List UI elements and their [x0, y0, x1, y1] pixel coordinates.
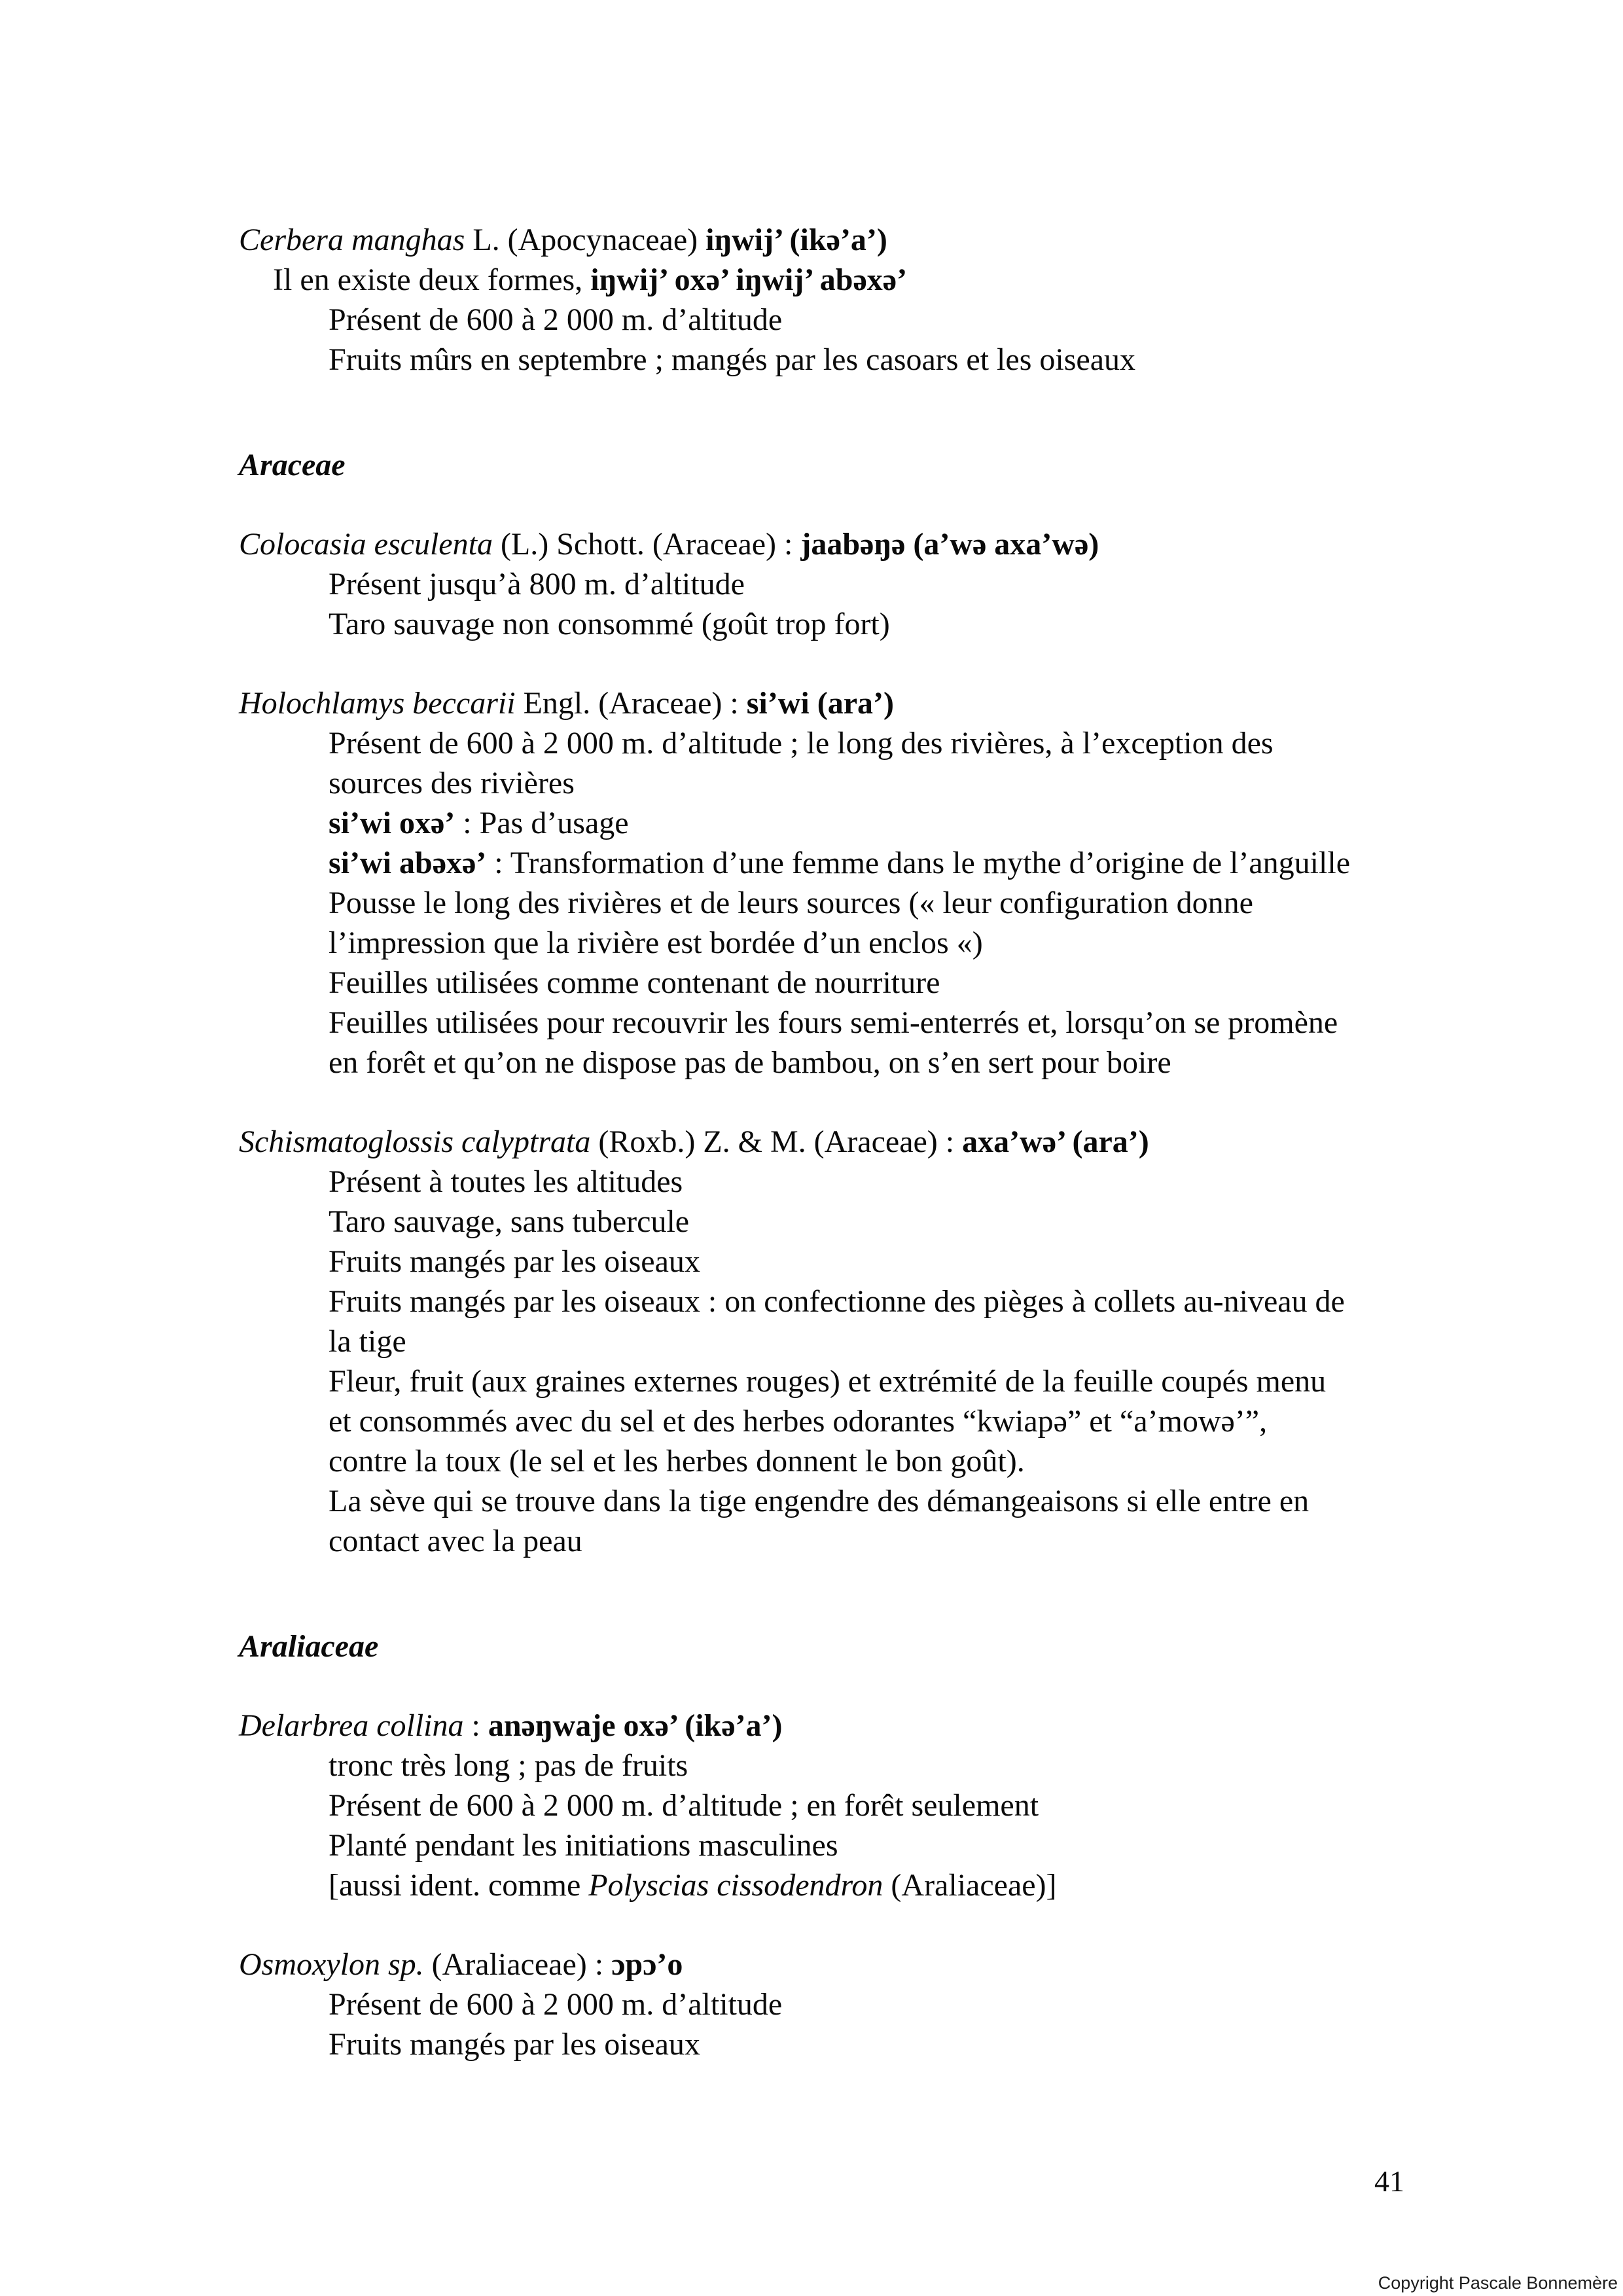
text-line	[239, 564, 1518, 604]
text-segment: Engl. (Araceae) :	[515, 686, 747, 721]
text-line	[239, 1521, 1518, 1561]
text-segment: (L.) Schott. (Araceae) :	[492, 527, 801, 562]
text-line	[239, 1785, 1518, 1825]
text-line	[239, 340, 1518, 380]
text-segment: :	[463, 1708, 488, 1743]
text-line	[239, 1945, 1518, 1984]
text-segment: (Araliaceae) :	[423, 1947, 612, 1982]
vernacular-term: si’wi abəxə’	[329, 846, 487, 880]
text-segment: Présent de 600 à 2 000 m. d’altitude	[329, 302, 783, 337]
text-line	[239, 1162, 1518, 1202]
vernacular-term: jaabəŋə (a’wə axa’wə)	[800, 527, 1099, 562]
vernacular-term: si’wi (ara’)	[746, 686, 894, 721]
text-line	[239, 763, 1518, 803]
text-line	[239, 1202, 1518, 1242]
text-segment: Présent de 600 à 2 000 m. d’altitude ; le long des rivières, à l’exception des	[329, 726, 1274, 761]
text-segment: Fruits mangés par les oiseaux	[329, 1244, 700, 1279]
text-line	[239, 1706, 1518, 1746]
text-line	[239, 2024, 1518, 2064]
text-segment: [aussi ident. comme	[329, 1868, 589, 1903]
text-segment: contact avec la peau	[329, 1524, 582, 1558]
copyright-notice: Copyright Pascale Bonnemère	[1378, 2273, 1618, 2293]
text-line	[239, 883, 1518, 923]
text-segment: (Araliaceae)]	[883, 1868, 1057, 1903]
text-line	[239, 923, 1518, 963]
text-segment: Fruits mûrs en septembre ; mangés par les casoars et les oiseaux	[329, 342, 1135, 377]
vernacular-term: si’wi oxə’	[329, 806, 455, 840]
species-entry	[239, 1122, 1518, 1561]
species-name: Osmoxylon sp.	[239, 1947, 424, 1982]
text-line	[239, 260, 1518, 300]
text-segment: Pousse le long des rivières et de leurs sources (« leur configuration donne	[329, 886, 1253, 920]
species-entry	[239, 1945, 1518, 2064]
text-segment: contre la toux (le sel et les herbes donnent le bon goût).	[329, 1444, 1025, 1479]
text-segment: Présent de 600 à 2 000 m. d’altitude ; en forêt seulement	[329, 1788, 1039, 1823]
text-segment: (Roxb.) Z. & M. (Araceae) :	[590, 1124, 963, 1159]
text-line	[239, 1401, 1518, 1441]
text-line	[239, 1242, 1518, 1282]
species-name: Delarbrea collina	[239, 1708, 464, 1743]
species-name: Cerbera manghas	[239, 223, 465, 257]
text-line	[239, 1825, 1518, 1865]
text-segment: Feuilles utilisées comme contenant de nourriture	[329, 965, 940, 1000]
species-entry	[239, 1706, 1518, 1905]
text-line	[239, 1282, 1518, 1321]
text-segment: tronc très long ; pas de fruits	[329, 1748, 688, 1783]
text-line	[239, 1043, 1518, 1083]
text-line	[239, 300, 1518, 340]
text-segment: Planté pendant les initiations masculines	[329, 1828, 838, 1863]
text-line	[239, 1865, 1518, 1905]
species-entry	[239, 683, 1518, 1083]
text-segment: Présent de 600 à 2 000 m. d’altitude	[329, 1987, 783, 2022]
text-segment: Taro sauvage non consommé (goût trop fort)	[329, 607, 890, 641]
text-segment: La sève qui se trouve dans la tige engendre des démangeaisons si elle entre en	[329, 1484, 1310, 1518]
vernacular-term: anəŋwaje oxə’ (ikə’a’)	[488, 1708, 783, 1743]
text-line	[239, 963, 1518, 1003]
text-segment: Feuilles utilisées pour recouvrir les fours semi-enterrés et, lorsqu’on se promène	[329, 1005, 1338, 1040]
text-line	[239, 1746, 1518, 1785]
text-segment: sources des rivières	[329, 766, 575, 800]
text-line	[239, 723, 1518, 763]
text-line	[239, 1441, 1518, 1481]
text-segment: : Transformation d’une femme dans le mythe d’origine de l’anguille	[486, 846, 1350, 880]
text-line	[239, 843, 1518, 883]
text-segment: Fruits mangés par les oiseaux	[329, 2027, 700, 2062]
text-line	[239, 1122, 1518, 1162]
page-number: 41	[1374, 2164, 1404, 2198]
text-segment: l’impression que la rivière est bordée d’un enclos «)	[329, 925, 983, 960]
text-line	[239, 524, 1518, 564]
text-line	[239, 803, 1518, 843]
text-line	[239, 1481, 1518, 1521]
text-line	[239, 1003, 1518, 1043]
text-line	[239, 220, 1518, 260]
text-segment: en forêt et qu’on ne dispose pas de bambou, on s’en sert pour boire	[329, 1045, 1171, 1080]
text-line	[239, 1984, 1518, 2024]
document-body	[239, 220, 1518, 2064]
section-heading: Araceae	[239, 448, 346, 482]
species-entry	[239, 524, 1518, 644]
species-name: Schismatoglossis calyptrata	[239, 1124, 591, 1159]
text-line	[239, 604, 1518, 644]
text-segment: Taro sauvage, sans tubercule	[329, 1204, 690, 1239]
section-heading: Araliaceae	[239, 1629, 379, 1664]
text-segment: Il en existe deux formes,	[273, 262, 591, 297]
text-segment: Présent jusqu’à 800 m. d’altitude	[329, 567, 745, 601]
text-line	[239, 1361, 1518, 1401]
text-segment: la tige	[329, 1324, 406, 1359]
vernacular-term: axa’wə’ (ara’)	[962, 1124, 1149, 1159]
text-segment: Présent à toutes les altitudes	[329, 1164, 683, 1199]
species-name: Colocasia esculenta	[239, 527, 493, 562]
text-segment: : Pas d’usage	[455, 806, 629, 840]
text-line	[239, 1321, 1518, 1361]
vernacular-term: iŋwij’ oxə’ iŋwij’ abəxə’	[590, 262, 908, 297]
species-name: Polyscias cissodendron	[588, 1868, 883, 1903]
vernacular-term: iŋwij’ (ikə’a’)	[705, 223, 887, 257]
vernacular-term: ɔpɔ’o	[611, 1947, 683, 1982]
text-segment: et consommés avec du sel et des herbes odorantes “kwiapə” et “a’mowə’”,	[329, 1404, 1268, 1439]
text-segment: Fruits mangés par les oiseaux : on confectionne des pièges à collets au-niveau de	[329, 1284, 1345, 1319]
text-segment: L. (Apocynaceae)	[465, 223, 706, 257]
species-entry	[239, 220, 1518, 380]
text-line	[239, 683, 1518, 723]
text-segment: Fleur, fruit (aux graines externes rouges) et extrémité de la feuille coupés menu	[329, 1364, 1327, 1399]
species-name: Holochlamys beccarii	[239, 686, 516, 721]
